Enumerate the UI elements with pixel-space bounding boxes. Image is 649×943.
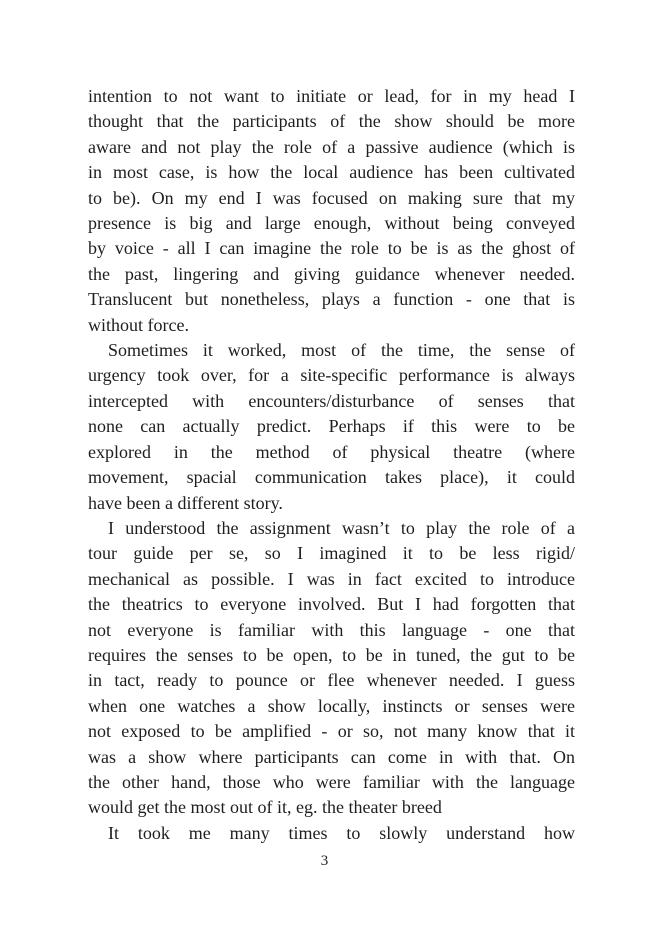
- text-line: the past, lingering and giving guidance whenever needed.: [88, 263, 575, 284]
- paragraph: [88, 821, 575, 846]
- text-line: intercepted with encounters/disturbance of senses that: [88, 390, 575, 411]
- text-line: in most case, is how the local audience has been cultivated: [88, 162, 575, 183]
- text-line: not exposed to be amplified - or so, not many know that it: [88, 721, 575, 742]
- text-line: to be). On my end I was focused on making sure that my: [88, 187, 575, 208]
- text-line: mechanical as possible. I was in fact excited to introduce: [88, 568, 575, 589]
- text-line: movement, spacial communication takes place), it could: [88, 467, 575, 488]
- text-line: requires the senses to be open, to be in tuned, the gut to be: [88, 644, 575, 665]
- text-line: was a show where participants can come in with that. On: [88, 746, 575, 767]
- text-line: I understood the assignment wasn’t to play the role of a: [108, 517, 575, 538]
- text-line: have been a different story.: [88, 492, 283, 513]
- text-line: thought that the participants of the show should be more: [88, 111, 575, 132]
- text-line: without force.: [88, 314, 189, 335]
- text-line: none can actually predict. Perhaps if this were to be: [88, 416, 575, 437]
- text-line: explored in the method of physical theatre (where: [88, 441, 575, 462]
- body-text: [88, 84, 575, 846]
- text-line: by voice - all I can imagine the role to be is as the ghost of: [88, 238, 575, 259]
- text-line: in tact, ready to pounce or flee whenever needed. I guess: [88, 670, 575, 691]
- paragraph: [88, 84, 575, 338]
- text-line: would get the most out of it, eg. the theater breed: [88, 797, 442, 818]
- text-line: the other hand, those who were familiar with the language: [88, 771, 575, 792]
- text-line: when one watches a show locally, instincts or senses were: [88, 695, 575, 716]
- page-number: 3: [320, 853, 329, 869]
- paragraph: [88, 338, 575, 516]
- paragraph: [88, 516, 575, 821]
- text-line: aware and not play the role of a passive audience (which is: [88, 136, 575, 157]
- text-line: the theatrics to everyone involved. But I had forgotten that: [88, 594, 575, 615]
- text-line: Translucent but nonetheless, plays a function - one that is: [88, 289, 575, 310]
- text-line: urgency took over, for a site-specific performance is always: [88, 365, 575, 386]
- text-line: presence is big and large enough, without being conveyed: [88, 213, 575, 234]
- text-line: Sometimes it worked, most of the time, the sense of: [108, 340, 575, 361]
- text-line: not everyone is familiar with this language - one that: [88, 619, 575, 640]
- text-line: tour guide per se, so I imagined it to be less rigid/: [88, 543, 575, 564]
- text-line: It took me many times to slowly understand how: [108, 822, 575, 843]
- text-line: intention to not want to initiate or lead, for in my head I: [88, 86, 575, 106]
